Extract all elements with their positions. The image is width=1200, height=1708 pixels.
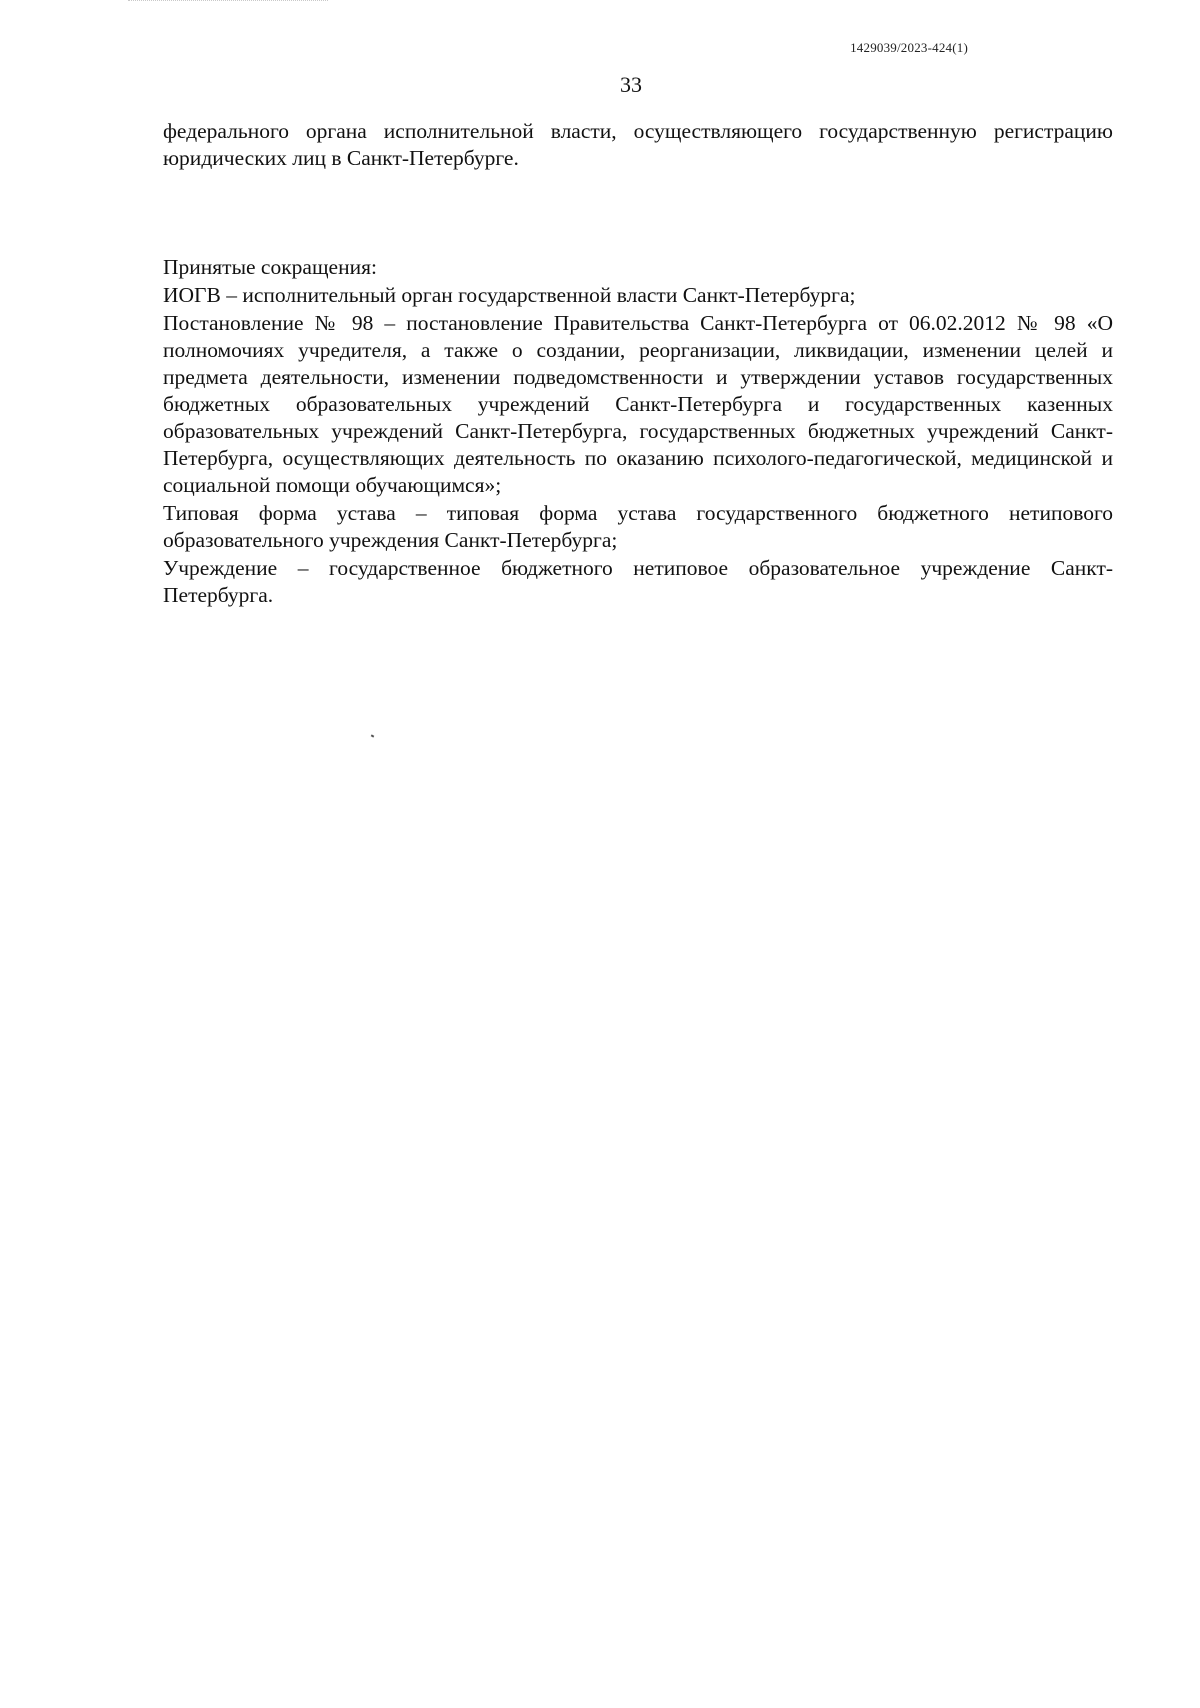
scan-edge-mark [128, 0, 328, 4]
abbreviation-item-resolution-98: Постановление № 98 – постановление Правительства Санкт-Петербурга от 06.02.2012 № 98 «О полномочиях учредителя, а также о создании, реорганизации, ликвидации, изменении целей и предмета деятельности, изменении подведомственности и утверждении уставов государственных бюджетных образовательных учреждений Санкт-Петербурга и государственных казенных образовательных учреждений Санкт-Петербурга, государственных бюджетных учреждений Санкт-Петербурга, осуществляющих деятельность по оказанию психолого-педагогической, медицинской и социальной помощи обучающимся»; [163, 311, 1113, 497]
abbreviations-section [163, 254, 1113, 609]
document-registration-code: 1429039/2023-424(1) [850, 40, 968, 55]
abbreviation-item-institution: Учреждение – государственное бюджетного нетиповое образовательное учреждение Санкт-Петербурга. [163, 556, 1113, 607]
abbreviation-item-model-charter: Типовая форма устава – типовая форма устава государственного бюджетного нетипового образовательного учреждения Санкт-Петербурга; [163, 501, 1113, 552]
scan-speck [371, 734, 375, 737]
abbreviation-item-iogv: ИОГВ – исполнительный орган государственной власти Санкт-Петербурга; [163, 283, 856, 307]
continuation-paragraph-block [163, 118, 1113, 172]
abbreviations-heading: Принятые сокращения: [163, 255, 377, 279]
continuation-paragraph: федерального органа исполнительной власти, осуществляющего государственную регистрацию юридических лиц в Санкт-Петербурге. [163, 119, 1113, 170]
page-number: 33 [620, 72, 642, 97]
